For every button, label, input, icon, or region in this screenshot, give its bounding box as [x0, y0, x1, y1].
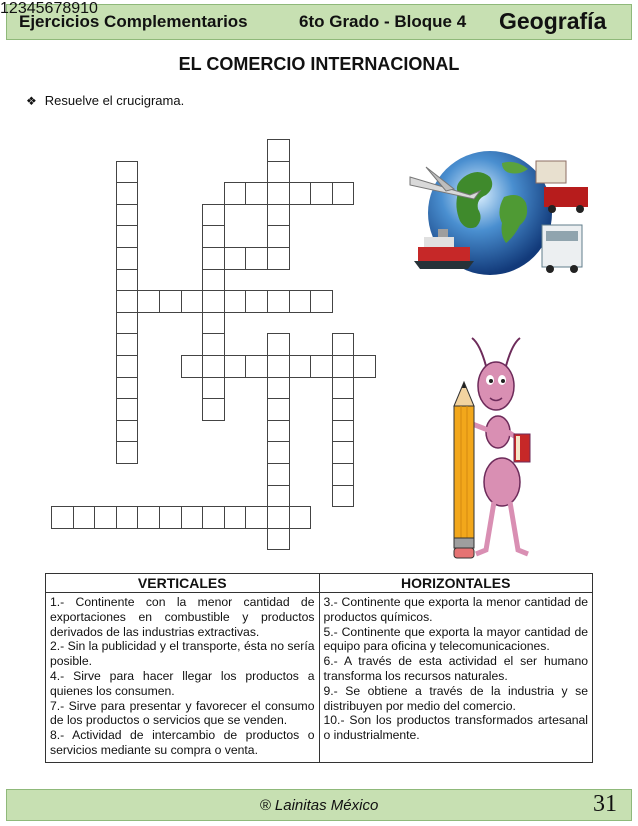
crossword-cell[interactable]	[245, 355, 268, 378]
vertical-clue: 7.- Sirve para presentar y favorecer el consumo de los productos o servicios que se venden.	[50, 698, 315, 728]
horizontal-clue: 10.- Son los productos transformados artesanal o industrialmente.	[323, 713, 588, 743]
crossword-cell[interactable]	[116, 290, 139, 313]
crossword-cell[interactable]	[73, 506, 96, 529]
horizontal-clue: 9.- Se obtiene a través de la industria y se distribuyen por medio del comercio.	[323, 683, 588, 713]
crossword-cell[interactable]	[181, 290, 204, 313]
vertical-clue: 2.- Sin la publicidad y el transporte, ésta no sería posible.	[50, 639, 315, 669]
crossword-cell[interactable]	[202, 333, 225, 356]
crossword-cell[interactable]	[310, 290, 333, 313]
crossword-cell[interactable]	[116, 161, 139, 184]
horizontales-clues	[319, 593, 593, 763]
crossword-cell[interactable]	[51, 506, 74, 529]
crossword-cell[interactable]	[245, 290, 268, 313]
crossword-clue-number: 5	[35, 0, 45, 17]
crossword-cell[interactable]	[202, 290, 225, 313]
horizontal-clue: 3.- Continente que exporta la menor cantidad de productos químicos.	[323, 595, 588, 624]
crossword-cell[interactable]	[116, 506, 139, 529]
page-footer	[6, 789, 632, 821]
crossword-cell[interactable]	[116, 441, 139, 464]
crossword-cell[interactable]	[224, 247, 247, 270]
crossword-cell[interactable]	[332, 182, 355, 205]
crossword-cell[interactable]	[137, 506, 160, 529]
footer-credit: ® Lainitas México	[259, 797, 379, 814]
crossword-cell[interactable]	[267, 225, 290, 248]
crossword-cell[interactable]	[245, 506, 268, 529]
crossword-cell[interactable]	[224, 506, 247, 529]
crossword-cell[interactable]	[332, 377, 355, 400]
crossword-cell[interactable]	[137, 290, 160, 313]
crossword-cell[interactable]	[332, 333, 355, 356]
verticales-clues	[46, 593, 320, 763]
crossword-cell[interactable]	[267, 290, 290, 313]
crossword-cell[interactable]	[332, 485, 355, 508]
crossword-cell[interactable]	[202, 269, 225, 292]
crossword-cell[interactable]	[267, 485, 290, 508]
crossword-cell[interactable]	[310, 355, 333, 378]
crossword-cell[interactable]	[332, 398, 355, 421]
diamond-bullet-icon: ❖	[26, 93, 37, 108]
page-number: 31	[593, 791, 617, 817]
crossword-clue-number: 4	[26, 0, 36, 17]
crossword-cell[interactable]	[159, 506, 182, 529]
crossword-cell[interactable]	[267, 204, 290, 227]
globe-trade-illustration	[404, 147, 596, 283]
crossword-cell[interactable]	[245, 247, 268, 270]
crossword-cell[interactable]	[267, 182, 290, 205]
crossword-cell[interactable]	[267, 247, 290, 270]
crossword-cell[interactable]	[116, 225, 139, 248]
crossword-clue-number: 2	[8, 0, 18, 17]
vertical-clue: 8.- Actividad de intercambio de productos o servicios mediante su compra o venta.	[50, 728, 315, 757]
crossword-cell[interactable]	[267, 139, 290, 162]
crossword-cell[interactable]	[202, 225, 225, 248]
crossword-cell[interactable]	[116, 312, 139, 335]
crossword-cell[interactable]	[224, 355, 247, 378]
crossword-cell[interactable]	[181, 506, 204, 529]
crossword-cell[interactable]	[332, 420, 355, 443]
crossword-cell[interactable]	[267, 355, 290, 378]
crossword-cell[interactable]	[202, 355, 225, 378]
horizontal-clue: 6.- A través de esta actividad el ser humano transforma los recursos naturales.	[323, 654, 588, 683]
verticales-heading: VERTICALES	[46, 574, 320, 593]
horizontales-heading: HORIZONTALES	[319, 574, 593, 593]
crossword-cell[interactable]	[116, 269, 139, 292]
vertical-clue: 1.- Continente con la menor cantidad de exportaciones en combustible y productos derivados de las industrias extractivas.	[50, 595, 315, 639]
crossword-clue-number: 3	[17, 0, 27, 17]
crossword-cell[interactable]	[116, 377, 139, 400]
crossword-clue-number: 1	[0, 0, 9, 17]
horizontal-clue: 5.- Continente que exporta la mayor cantidad de equipo para oficina y telecomunicaciones.	[323, 624, 588, 654]
crossword-cell[interactable]	[159, 290, 182, 313]
crossword-cell[interactable]	[202, 506, 225, 529]
crossword-cell[interactable]	[289, 355, 312, 378]
crossword-cell[interactable]	[267, 398, 290, 421]
crossword-clue-number: 8	[62, 0, 72, 17]
crossword-cell[interactable]	[116, 247, 139, 270]
crossword-cell[interactable]	[332, 441, 355, 464]
crossword-clue-number: 9	[71, 0, 81, 17]
crossword-cell[interactable]	[310, 182, 333, 205]
crossword-cell[interactable]	[289, 182, 312, 205]
crossword-clue-number: 10	[80, 0, 98, 17]
crossword-cell[interactable]	[267, 463, 290, 486]
crossword-cell[interactable]	[332, 463, 355, 486]
crossword-clue-number: 7	[53, 0, 63, 17]
header-grade-block: 6to Grado - Bloque 4	[299, 12, 467, 31]
crossword-cell[interactable]	[202, 398, 225, 421]
ant-with-pencil-illustration	[440, 336, 540, 572]
crossword-cell[interactable]	[267, 441, 290, 464]
instruction-text: Resuelve el crucigrama.	[44, 93, 185, 108]
crossword-cell[interactable]	[289, 506, 312, 529]
crossword-cell[interactable]	[353, 355, 376, 378]
crossword-cell[interactable]	[116, 355, 139, 378]
crossword-cell[interactable]	[267, 506, 290, 529]
crossword-cell[interactable]	[202, 312, 225, 335]
crossword-cell[interactable]	[116, 420, 139, 443]
clues-table	[45, 573, 593, 763]
crossword-cell[interactable]	[332, 355, 355, 378]
crossword-cell[interactable]	[181, 355, 204, 378]
crossword-cell[interactable]	[289, 290, 312, 313]
vertical-clue: 4.- Sirve para hacer llegar los productos a quienes los consumen.	[50, 668, 315, 698]
crossword-cell[interactable]	[116, 182, 139, 205]
crossword-cell[interactable]	[267, 420, 290, 443]
header-subject-series: Ejercicios Complementarios	[19, 12, 248, 31]
page-title: EL COMERCIO INTERNACIONAL	[178, 54, 460, 74]
crossword-cell[interactable]	[202, 247, 225, 270]
crossword-cell[interactable]	[94, 506, 117, 529]
crossword-cell[interactable]	[202, 204, 225, 227]
crossword-cell[interactable]	[267, 161, 290, 184]
crossword-cell[interactable]	[116, 333, 139, 356]
header-subject: Geografía	[499, 8, 607, 34]
crossword-cell[interactable]	[116, 204, 139, 227]
crossword-cell[interactable]	[267, 528, 290, 551]
crossword-cell[interactable]	[224, 290, 247, 313]
crossword-cell[interactable]	[202, 377, 225, 400]
crossword-cell[interactable]	[267, 377, 290, 400]
crossword-cell[interactable]	[245, 182, 268, 205]
crossword-cell[interactable]	[267, 333, 290, 356]
crossword-cell[interactable]	[224, 182, 247, 205]
crossword-cell[interactable]	[116, 398, 139, 421]
crossword-clue-number: 6	[44, 0, 54, 17]
